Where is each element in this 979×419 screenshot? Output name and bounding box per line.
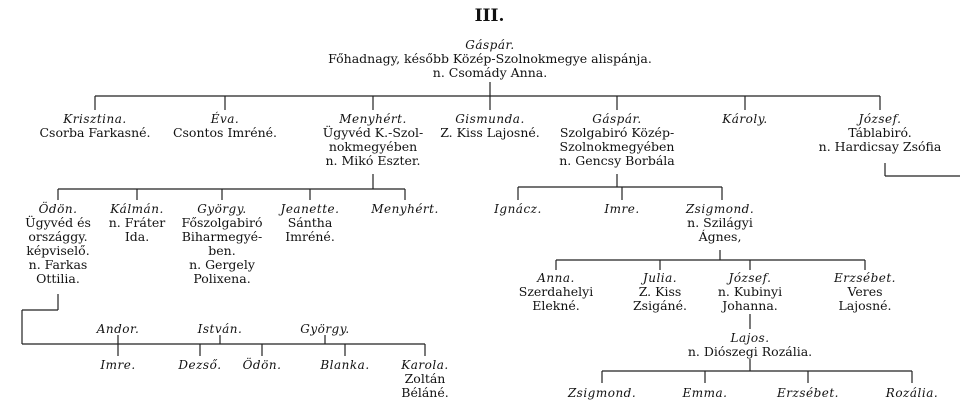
- person-detail: Ügyvéd K.-Szol-: [322, 125, 424, 140]
- node-istvan: [190, 322, 250, 336]
- page-title: III.: [474, 6, 505, 26]
- person-detail: n. Gencsy Borbála: [559, 153, 675, 168]
- node-imre-2: [93, 358, 143, 372]
- person-detail: Imréné.: [285, 229, 335, 244]
- person-detail: n. Fráter: [108, 215, 166, 230]
- person-detail: Zsigáné.: [633, 298, 687, 313]
- person-detail: Johanna.: [722, 298, 778, 313]
- node-gaspar-root: [300, 38, 680, 80]
- node-menyhert-2: [355, 202, 455, 216]
- person-detail: Zoltán: [404, 371, 446, 386]
- person-detail: Biharmegyé-: [181, 229, 263, 244]
- person-name: Károly.: [722, 112, 768, 126]
- person-name: Ignácz.: [494, 202, 542, 216]
- person-name: Dezső.: [178, 358, 222, 372]
- person-name: Gáspár.: [592, 112, 642, 126]
- person-name: Imre.: [604, 202, 640, 216]
- person-name: Julia.: [642, 271, 678, 285]
- node-eva: [165, 112, 285, 140]
- person-name: Krisztina.: [63, 112, 127, 126]
- person-name: Imre.: [100, 358, 136, 372]
- node-erzsebet-2: [763, 386, 853, 400]
- node-odon-2: [237, 358, 287, 372]
- node-zsigmond: [670, 202, 770, 244]
- person-name: István.: [197, 322, 243, 336]
- person-detail: ben.: [208, 243, 236, 258]
- node-gismunda: [430, 112, 550, 140]
- person-detail: n. Farkas: [28, 257, 88, 272]
- person-detail: országgy.: [28, 229, 88, 244]
- person-detail: Szolgabiró Közép-: [559, 125, 675, 140]
- person-name: Menyhért.: [339, 112, 407, 126]
- node-lajos: [650, 331, 850, 359]
- person-name: Ödön.: [242, 358, 282, 372]
- node-zsigmond-2: [552, 386, 652, 400]
- person-detail: n. Kubinyi: [717, 284, 783, 299]
- person-name: Anna.: [537, 271, 575, 285]
- node-menyhert: [303, 112, 443, 168]
- person-detail: Főhadnagy, később Közép-Szolnokmegye alispánja.: [328, 51, 652, 66]
- node-gyorgy-2: [295, 322, 355, 336]
- node-dezso: [172, 358, 228, 372]
- person-detail: n. Hardicsay Zsófia: [818, 139, 942, 154]
- node-karola: [390, 358, 460, 400]
- person-detail: n. Csomády Anna.: [432, 65, 548, 80]
- person-detail: Elekné.: [532, 298, 580, 313]
- node-anna: [506, 271, 606, 313]
- person-name: József.: [728, 271, 772, 285]
- person-detail: n. Szilágyi: [687, 215, 753, 230]
- person-detail: Ida.: [124, 229, 150, 244]
- person-name: Lajos.: [730, 331, 770, 345]
- node-jozsef-2: [700, 271, 800, 313]
- person-name: Blanka.: [320, 358, 370, 372]
- person-detail: Sántha: [287, 215, 333, 230]
- person-name: Ödön.: [38, 202, 78, 216]
- node-ignacz: [478, 202, 558, 216]
- person-detail: Ügyvéd és: [25, 215, 91, 230]
- node-rozalia: [872, 386, 952, 400]
- person-name: György.: [197, 202, 247, 216]
- person-name: Gáspár.: [465, 38, 515, 52]
- person-name: Jeanette.: [280, 202, 340, 216]
- node-andor: [88, 322, 148, 336]
- node-emma: [665, 386, 745, 400]
- person-name: Karola.: [401, 358, 449, 372]
- person-name: Andor.: [96, 322, 140, 336]
- person-name: Emma.: [682, 386, 728, 400]
- person-name: György.: [300, 322, 350, 336]
- person-name: Éva.: [210, 112, 240, 126]
- person-detail: Főszolgabiró: [181, 215, 263, 230]
- person-detail: n. Mikó Eszter.: [325, 153, 421, 168]
- node-kalman: [100, 202, 174, 244]
- person-detail: Béláné.: [401, 385, 449, 400]
- person-detail: képviselő.: [26, 243, 90, 258]
- person-name: Gismunda.: [455, 112, 525, 126]
- person-detail: Szolnokmegyében: [559, 139, 675, 154]
- node-gyorgy: [172, 202, 272, 286]
- node-imre: [585, 202, 659, 216]
- node-erzsebet: [820, 271, 910, 313]
- node-julia: [615, 271, 705, 313]
- person-detail: Csorba Farkasné.: [39, 125, 151, 140]
- person-detail: n. Gergely: [189, 257, 255, 272]
- person-detail: Veres: [847, 284, 883, 299]
- person-name: Zsigmond.: [567, 386, 637, 400]
- person-name: Erzsébet.: [834, 271, 896, 285]
- node-odon: [8, 202, 108, 286]
- node-karoly: [705, 112, 785, 126]
- person-name: Zsigmond.: [685, 202, 755, 216]
- person-detail: Csontos Imréné.: [172, 125, 278, 140]
- person-detail: Táblabiró.: [848, 125, 912, 140]
- person-detail: Z. Kiss Lajosné.: [440, 125, 540, 140]
- person-name: Rozália.: [885, 386, 939, 400]
- node-jeanette: [270, 202, 350, 244]
- person-detail: Lajosné.: [838, 298, 892, 313]
- person-detail: Szerdahelyi: [518, 284, 594, 299]
- person-detail: nokmegyében: [328, 139, 418, 154]
- person-name: Erzsébet.: [777, 386, 839, 400]
- person-detail: Ottilia.: [36, 271, 80, 286]
- person-detail: Z. Kiss: [638, 284, 682, 299]
- person-name: József.: [858, 112, 902, 126]
- person-name: Menyhért.: [371, 202, 439, 216]
- person-detail: Polixena.: [193, 271, 251, 286]
- node-blanka: [315, 358, 375, 372]
- person-name: Kálmán.: [110, 202, 164, 216]
- node-jozsef: [800, 112, 960, 154]
- person-detail: Ágnes,: [698, 229, 742, 244]
- node-gaspar: [552, 112, 682, 168]
- node-krisztina: [25, 112, 165, 140]
- person-detail: n. Diószegi Rozália.: [687, 344, 813, 359]
